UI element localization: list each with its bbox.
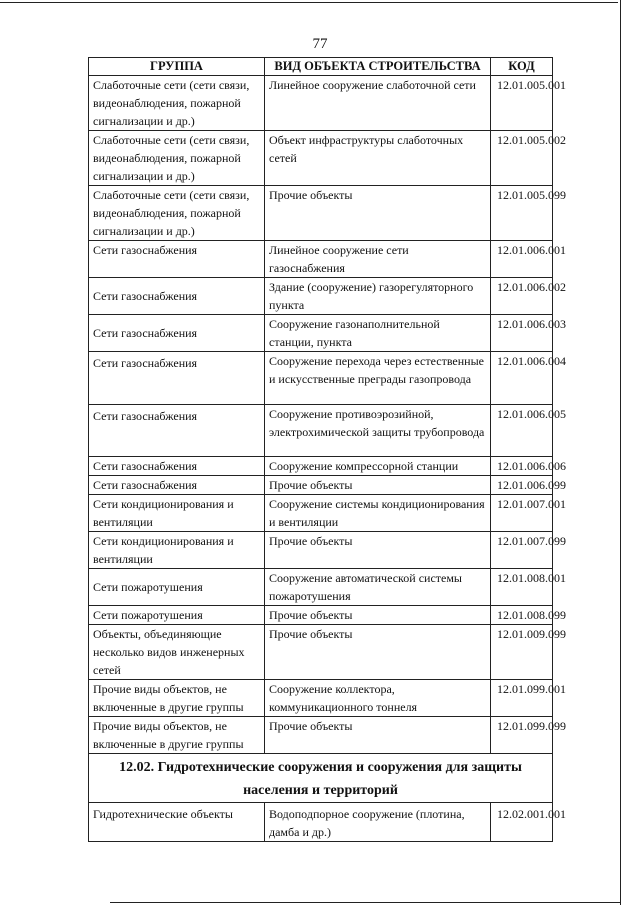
cell-code: 12.01.006.001 [491,241,553,278]
page-number: 77 [312,36,328,52]
table-row [89,569,553,606]
cell-code: 12.01.005.001 [491,76,553,131]
header-code: КОД [491,58,553,76]
cell-object-type: Прочие объекты [265,717,491,754]
table-row [89,606,553,625]
table-row [89,625,553,680]
cell-group: Сети газоснабжения [89,457,265,476]
scan-border-top [0,2,618,3]
section-title: 12.02. Гидротехнические сооружения и сооружения для защиты населения и территорий [89,754,553,803]
header-group: ГРУППА [89,58,265,76]
cell-group: Сети газоснабжения [89,315,265,352]
cell-code: 12.01.008.099 [491,606,553,625]
cell-object-type: Сооружение компрессорной станции [265,457,491,476]
cell-object-type: Прочие объекты [265,532,491,569]
construction-objects-table [88,57,566,842]
table-row [89,457,553,476]
table-row [89,717,553,754]
cell-object-type: Водоподпорное сооружение (плотина, дамба и др.) [265,803,491,842]
cell-group: Слаботочные сети (сети связи, видеонаблюдения, пожарной сигнализации и др.) [89,131,265,186]
cell-object-type: Здание (сооружение) газорегуляторного пункта [265,278,491,315]
table-row [89,532,553,569]
cell-code: 12.01.009.099 [491,625,553,680]
cell-code: 12.01.005.099 [491,186,553,241]
scan-border-bottom [110,902,620,903]
table-row [89,680,553,717]
table-header-row [89,58,553,76]
cell-code: 12.01.006.003 [491,315,553,352]
cell-group: Сети кондиционирования и вентиляции [89,495,265,532]
cell-group: Сети газоснабжения [89,352,265,405]
cell-group: Сети газоснабжения [89,278,265,315]
cell-object-type: Сооружение системы кондиционирования и вентиляции [265,495,491,532]
cell-group: Слаботочные сети (сети связи, видеонаблюдения, пожарной сигнализации и др.) [89,76,265,131]
table-row [89,186,553,241]
table-row [89,315,553,352]
cell-object-type: Сооружение коллектора, коммуникационного тоннеля [265,680,491,717]
cell-group: Сети кондиционирования и вентиляции [89,532,265,569]
cell-group: Сети газоснабжения [89,241,265,278]
cell-object-type: Линейное сооружение слаботочной сети [265,76,491,131]
cell-code: 12.01.006.006 [491,457,553,476]
cell-group: Прочие виды объектов, не включенные в другие группы [89,717,265,754]
cell-object-type: Сооружение автоматической системы пожаротушения [265,569,491,606]
cell-code: 12.01.099.001 [491,680,553,717]
cell-object-type: Прочие объекты [265,476,491,495]
header-object-type: ВИД ОБЪЕКТА СТРОИТЕЛЬСТВА [265,58,491,76]
cell-group: Сети пожаротушения [89,569,265,606]
cell-group: Сети газоснабжения [89,405,265,457]
section-heading-row [89,754,553,803]
cell-group: Слаботочные сети (сети связи, видеонаблюдения, пожарной сигнализации и др.) [89,186,265,241]
cell-code: 12.01.005.002 [491,131,553,186]
cell-code: 12.01.006.099 [491,476,553,495]
cell-object-type: Сооружение газонаполнительной станции, пункта [265,315,491,352]
table-row [89,476,553,495]
table-row [89,803,553,842]
cell-group: Сети пожаротушения [89,606,265,625]
cell-object-type: Сооружение противоэрозийной, электрохимической защиты трубопровода [265,405,491,457]
cell-group: Гидротехнические объекты [89,803,265,842]
cell-object-type: Линейное сооружение сети газоснабжения [265,241,491,278]
cell-code: 12.01.006.004 [491,352,553,405]
cell-code: 12.02.001.001 [491,803,553,842]
cell-code: 12.01.099.099 [491,717,553,754]
scan-border-right [620,0,621,905]
table-row [89,405,553,457]
cell-group: Объекты, объединяющие несколько видов инженерных сетей [89,625,265,680]
table-row [89,278,553,315]
cell-object-type: Прочие объекты [265,186,491,241]
cell-object-type: Объект инфраструктуры слаботочных сетей [265,131,491,186]
table-row [89,241,553,278]
table-row [89,131,553,186]
table-row [89,76,553,131]
cell-object-type: Сооружение перехода через естественные и искусственные преграды газопровода [265,352,491,405]
cell-object-type: Прочие объекты [265,606,491,625]
cell-group: Сети газоснабжения [89,476,265,495]
cell-object-type: Прочие объекты [265,625,491,680]
cell-code: 12.01.006.005 [491,405,553,457]
table-row [89,495,553,532]
table-row [89,352,553,405]
cell-code: 12.01.008.001 [491,569,553,606]
cell-code: 12.01.007.001 [491,495,553,532]
cell-code: 12.01.006.002 [491,278,553,315]
cell-group: Прочие виды объектов, не включенные в другие группы [89,680,265,717]
cell-code: 12.01.007.099 [491,532,553,569]
